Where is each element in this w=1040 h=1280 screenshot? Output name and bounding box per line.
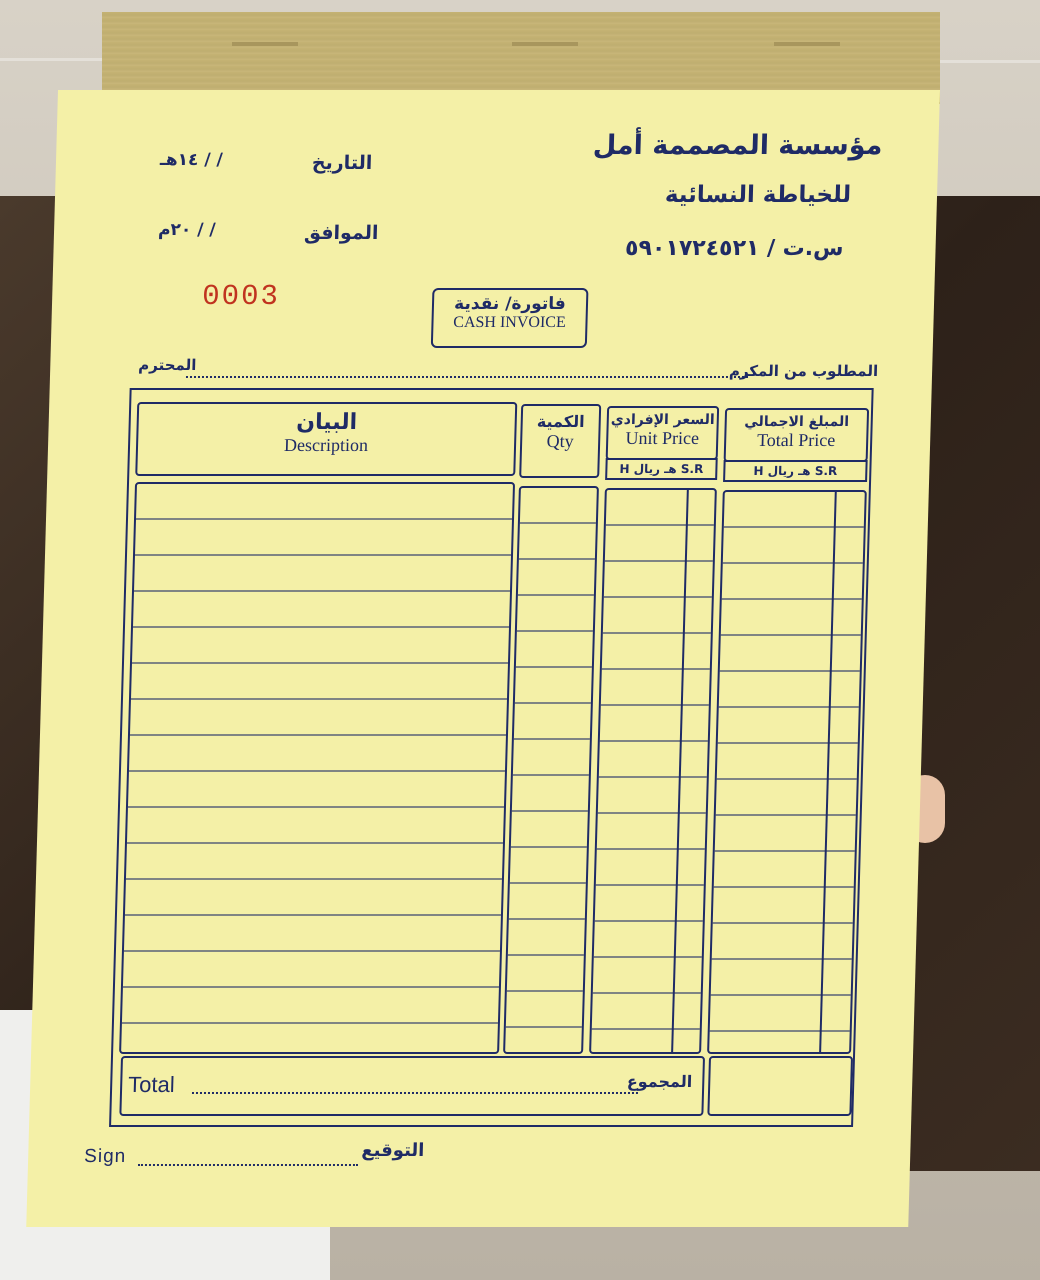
total-price-header [724, 408, 870, 462]
customer-label: المطلوب من المكرم [728, 362, 879, 380]
total-label-en: Total [127, 1072, 176, 1097]
total-price-header-en: Total Price [756, 430, 836, 450]
qty-column [503, 486, 599, 1054]
unit-price-column [589, 488, 717, 1054]
description-header-ar: البيان [295, 410, 358, 435]
serial-number: 0003 [201, 280, 281, 313]
sign-label-en: Sign [83, 1146, 127, 1167]
hijri-date-field: / / ١٤هـ [159, 150, 223, 170]
total-price-header-ar: المبلغ الاجمالي [744, 414, 850, 430]
hijri-date-label: التاريخ [311, 152, 373, 174]
invoice-type-ar: فاتورة/ نقدية [453, 294, 567, 314]
staple [774, 42, 840, 46]
unit-price-header [606, 406, 720, 460]
qty-header-en: Qty [546, 431, 574, 451]
total-row [119, 1056, 705, 1116]
unit-price-header-en: Unit Price [625, 428, 700, 448]
tile-seam [940, 60, 1040, 63]
sign-label-ar: التوقيع [361, 1140, 425, 1161]
invoice-pad [58, 12, 940, 1227]
description-header [135, 402, 517, 476]
total-label-ar: المجموع [626, 1072, 693, 1091]
total-value-box [707, 1056, 853, 1116]
unit-price-currency: H هـ ريال S.R [605, 458, 718, 480]
items-table [109, 388, 874, 1127]
description-column [119, 482, 515, 1054]
staple [232, 42, 298, 46]
unit-price-header-ar: السعر الإفرادي [610, 412, 715, 428]
signature-row [84, 1140, 425, 1170]
customer-row [138, 356, 879, 388]
invoice-type-en: CASH INVOICE [453, 314, 566, 331]
total-price-column [707, 490, 867, 1054]
qty-header-ar: الكمية [536, 412, 585, 431]
total-line [192, 1092, 638, 1094]
total-price-currency: H هـ ريال S.R [723, 460, 868, 482]
company-activity: للخياطة النسائية [664, 182, 852, 208]
staple [512, 42, 578, 46]
invoice-type-box [431, 288, 589, 348]
customer-field [186, 376, 748, 378]
halala-divider [819, 492, 837, 1052]
customer-respected: المحترم [138, 356, 197, 374]
halala-divider [671, 490, 689, 1052]
gregorian-date-field: / / ٢٠م [157, 220, 216, 240]
invoice-sheet [26, 90, 940, 1227]
qty-header [519, 404, 601, 478]
signature-line [138, 1164, 358, 1166]
gregorian-date-label: الموافق [303, 222, 379, 244]
description-header-en: Description [283, 435, 369, 455]
commercial-register: س.ت / ٥٩٠١٧٢٤٥٢١ [624, 236, 844, 261]
company-name: مؤسسة المصممة أمل [592, 130, 883, 161]
